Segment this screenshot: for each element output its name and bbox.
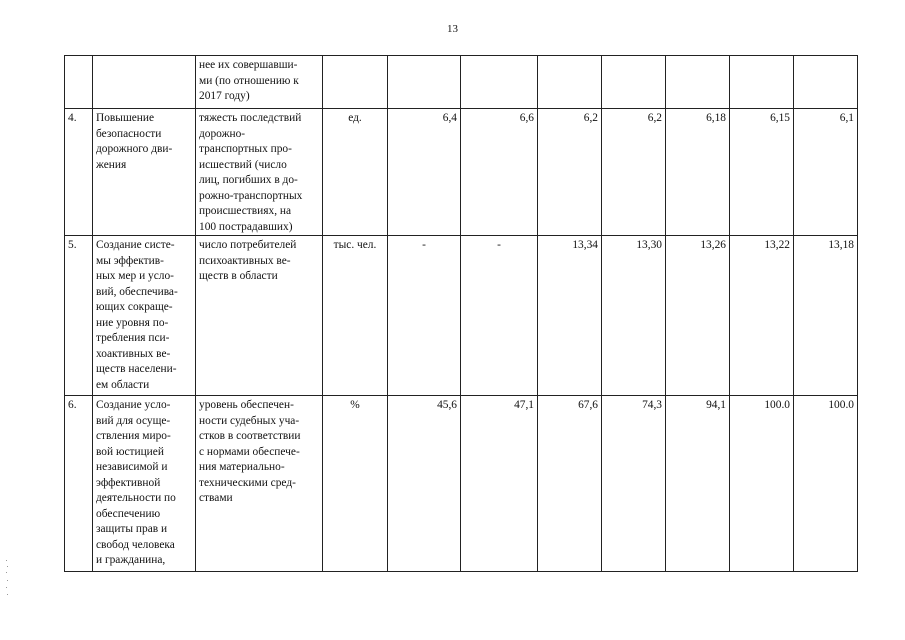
value-cell: 6,4: [388, 109, 461, 236]
value-cell: 94,1: [666, 396, 730, 572]
scan-margin-mark: [6, 560, 9, 600]
value-cell: [730, 56, 794, 109]
value-cell: 13,18: [794, 236, 858, 396]
value-cell: 13,22: [730, 236, 794, 396]
value-cell: 13,30: [602, 236, 666, 396]
row-number: 4.: [65, 109, 93, 236]
value-cell: 13,26: [666, 236, 730, 396]
unit-cell: %: [323, 396, 388, 572]
value-cell: 100.0: [794, 396, 858, 572]
value-cell: [388, 56, 461, 109]
value-cell: 6,18: [666, 109, 730, 236]
value-cell: 67,6: [538, 396, 602, 572]
table-row: [65, 109, 858, 236]
goal-cell: [93, 56, 196, 109]
value-cell: [666, 56, 730, 109]
value-cell: 74,3: [602, 396, 666, 572]
page-number: 13: [447, 23, 458, 35]
goal-cell: Создание усло- вий для осуще- ствления миро- вой юстицией независимой и эффективной деятельности по обеспечению защиты прав и свобод человека и гражданина,: [93, 396, 196, 572]
margin-dots: [6, 560, 9, 600]
indicator-cell: тяжесть последствий дорожно- транспортных про- исшествий (число лиц, погибших в до- рожно-транспортных происшествиях, на 100 пострадавших): [196, 109, 323, 236]
indicators-table: [64, 55, 858, 572]
value-cell: 47,1: [461, 396, 538, 572]
value-cell: [538, 56, 602, 109]
table-row: [65, 396, 858, 572]
row-number: [65, 56, 93, 109]
indicator-cell: нее их совершавши- ми (по отношению к 2017 году): [196, 56, 323, 109]
indicator-cell: уровень обеспечен- ности судебных уча- стков в соответствии с нормами обеспече- ния материально- техническими сред- ствами: [196, 396, 323, 572]
value-cell: -: [388, 236, 461, 396]
value-cell: 13,34: [538, 236, 602, 396]
unit-cell: [323, 56, 388, 109]
unit-cell: тыс. чел.: [323, 236, 388, 396]
goal-cell: Повышение безопасности дорожного дви- жения: [93, 109, 196, 236]
indicator-cell: число потребителей психоактивных ве- ществ в области: [196, 236, 323, 396]
value-cell: [794, 56, 858, 109]
row-number: 6.: [65, 396, 93, 572]
value-cell: 6,2: [602, 109, 666, 236]
row-number: 5.: [65, 236, 93, 396]
value-cell: 45,6: [388, 396, 461, 572]
table-row: [65, 56, 858, 109]
value-cell: -: [461, 236, 538, 396]
value-cell: 6,2: [538, 109, 602, 236]
value-cell: 6,15: [730, 109, 794, 236]
value-cell: 6,1: [794, 109, 858, 236]
unit-cell: ед.: [323, 109, 388, 236]
value-cell: 6,6: [461, 109, 538, 236]
value-cell: [602, 56, 666, 109]
value-cell: 100.0: [730, 396, 794, 572]
goal-cell: Создание систе- мы эффектив- ных мер и усло- вий, обеспечива- ющих сокраще- ние уровня по- требления пси- хоактивных ве- ществ населени- ем области: [93, 236, 196, 396]
value-cell: [461, 56, 538, 109]
table-row: [65, 236, 858, 396]
